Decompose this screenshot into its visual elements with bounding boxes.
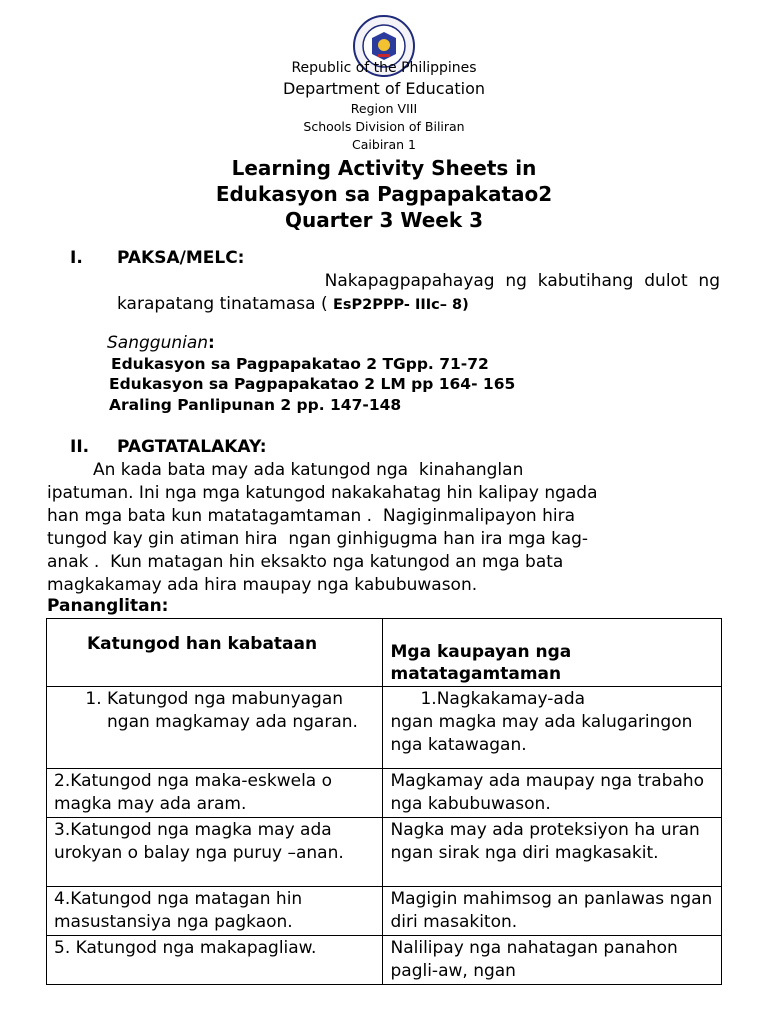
table-row	[47, 936, 722, 985]
paragraph-line-4: tungod kay gin atiman hira ngan ginhigugma han ira mga kag-	[47, 529, 589, 549]
paragraph-line-2: ipatuman. Ini nga mga katungod nakakahatag hin kalipay ngada	[47, 483, 598, 503]
paragraph-line-6: magkakamay ada hira maupay nga kabubuwason.	[47, 575, 478, 595]
table-row	[47, 687, 722, 769]
region-line: Region VIII	[350, 101, 418, 116]
row4-right: 4.Katungod nga matagan hin masustansiya nga pagkaon.	[47, 887, 383, 936]
title-line-2: Edukasyon sa Pagpapakatao2	[215, 182, 553, 206]
table-row	[47, 887, 722, 936]
department-line: Department of Education	[282, 79, 486, 98]
table-row	[47, 818, 722, 887]
section-2-heading: PAGTATALAKAY:	[117, 437, 267, 457]
paragraph-line-5: anak . Kun matagan hin eksakto nga katungod an mga bata	[47, 552, 564, 572]
melc-text: karapatang tinatamasa (	[117, 294, 328, 314]
republic-line: Republic of the Philippines	[291, 60, 477, 76]
division-line: Schools Division of Biliran	[303, 119, 465, 134]
section-1-number: I.	[70, 248, 83, 268]
row4-benefit: Magigin mahimsog an panlawas ngan diri masakiton.	[383, 887, 722, 936]
col2-header: Mga kaupayan nga matatagamtaman	[383, 619, 722, 687]
title-line-3: Quarter 3 Week 3	[284, 208, 484, 232]
row5-benefit: Nalilipay nga nahatagan panahon pagli-aw, ngan	[383, 936, 722, 985]
row1-right	[47, 687, 383, 769]
reference-3: Araling Panlipunan 2 pp. 147-148	[109, 396, 402, 414]
row1-benefit-text: ngan magka may ada kalugaringon nga katawagan.	[390, 712, 693, 755]
melc-line-2	[117, 293, 469, 317]
row1-right-text: 1. Katungod nga mabunyagan ngan magkamay ada ngaran.	[107, 688, 375, 734]
sanggunian-text: Sanggunian	[107, 333, 209, 353]
sanggunian-label	[107, 332, 215, 355]
table-row	[47, 769, 722, 818]
reference-1: Edukasyon sa Pagpapakatao 2 TGpp. 71-72	[111, 355, 489, 373]
rights-table	[46, 618, 722, 985]
example-label: Pananglitan:	[47, 596, 169, 616]
row2-right: 2.Katungod nga maka-eskwela o magka may ada aram.	[47, 769, 383, 818]
row1-benefit	[383, 687, 722, 769]
row2-benefit: Magkamay ada maupay nga trabaho nga kabubuwason.	[383, 769, 722, 818]
melc-code: EsP2PPP- IIIc– 8)	[333, 297, 469, 313]
table-header-row	[47, 619, 722, 687]
paragraph-line-1: An kada bata may ada katungod nga kinahanglan	[93, 460, 524, 480]
paragraph-line-3: han mga bata kun matatagamtaman . Nagiginmalipayon hira	[47, 506, 575, 526]
row1-benefit-lead: 1.Nagkakamay-ada	[420, 689, 586, 709]
section-2-number: II.	[70, 437, 90, 457]
row3-benefit: Nagka may ada proteksiyon ha uran ngan sirak nga diri magkasakit.	[383, 818, 722, 887]
melc-line-1: Nakapagpapahayag ng kabutihang dulot ng	[324, 271, 720, 291]
title-line-1: Learning Activity Sheets in	[231, 156, 537, 180]
reference-2: Edukasyon sa Pagpapakatao 2 LM pp 164- 165	[109, 375, 516, 393]
col1-header: Katungod han kabataan	[47, 619, 383, 687]
sanggunian-colon: :	[208, 333, 215, 353]
row5-right: 5. Katungod nga makapagliaw.	[47, 936, 383, 985]
section-1-heading: PAKSA/MELC:	[117, 248, 245, 268]
row3-right: 3.Katungod nga magka may ada urokyan o balay nga puruy –anan.	[47, 818, 383, 887]
school-line: Caibiran 1	[352, 137, 416, 152]
